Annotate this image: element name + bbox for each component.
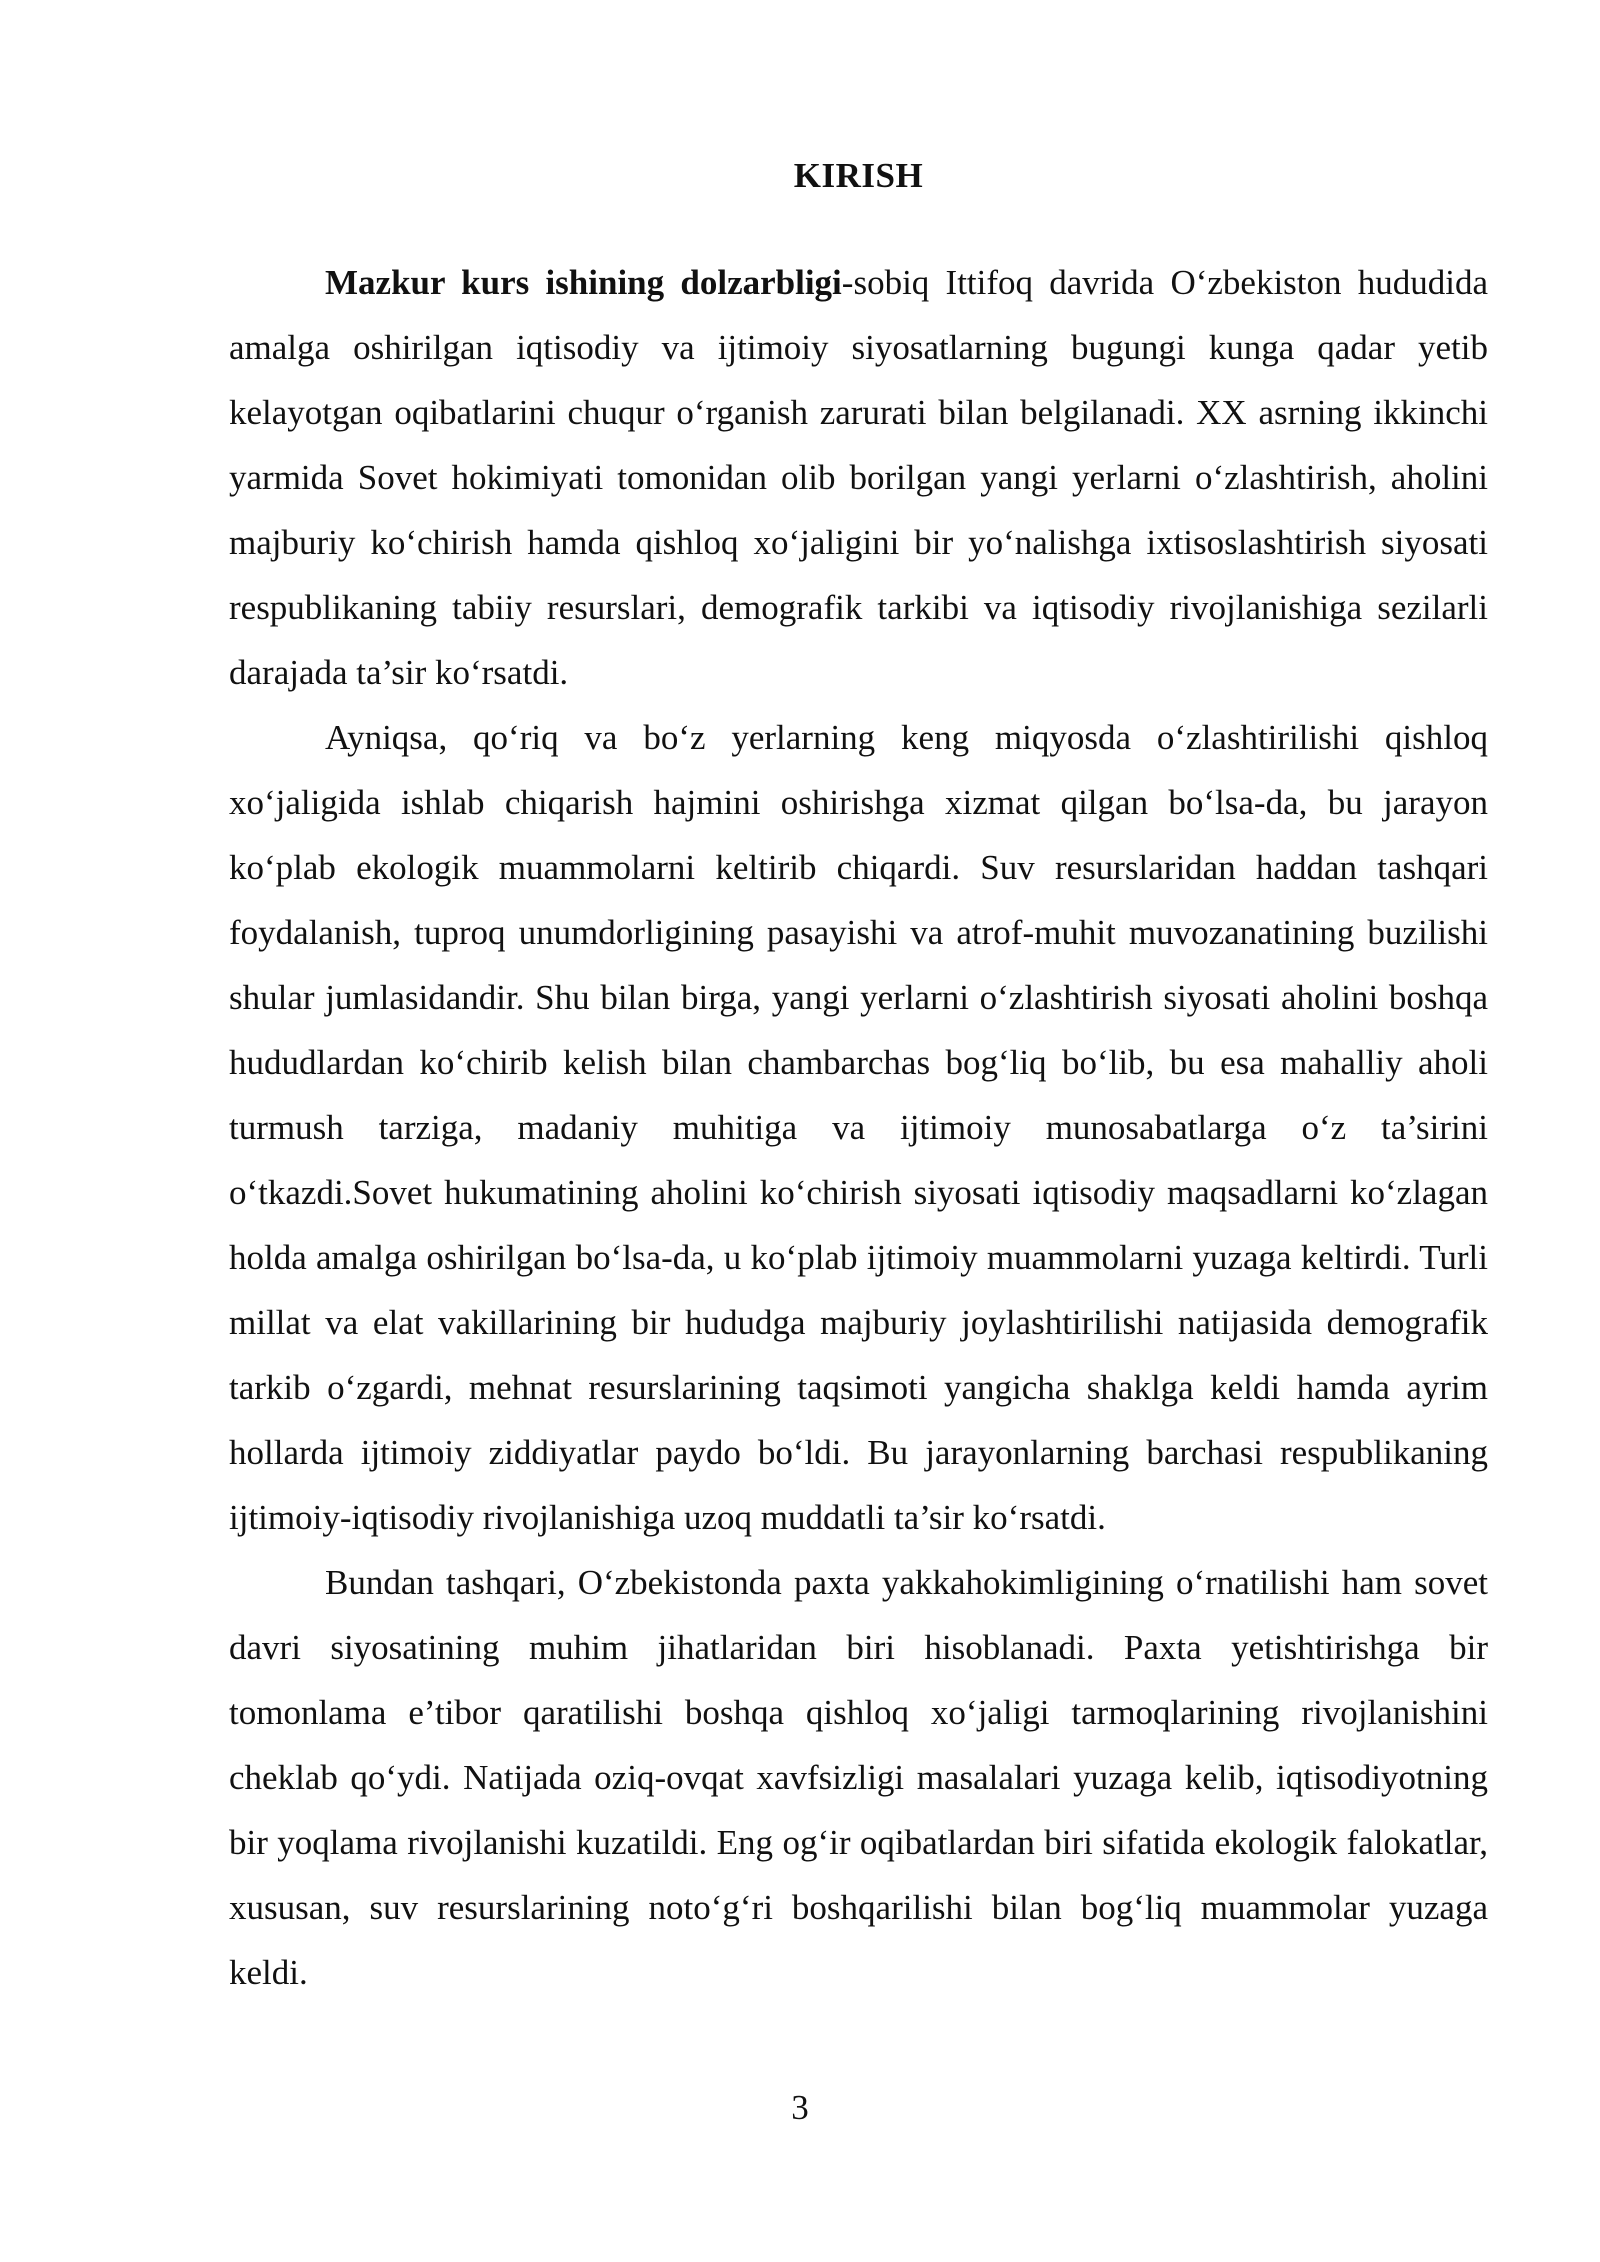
paragraph-lead: Mazkur kurs ishining dolzarbligi [325,263,842,302]
paragraph-3: Bundan tashqari, O‘zbekistonda paxta yakkahokimligining o‘rnatilishi ham sovet davri siyosatining muhim jihatlaridan biri hisoblanadi. Paxta yetishtirishga bir tomonlama e’tibor qaratilishi boshqa qishloq xo‘jaligi tarmoqlarining rivojlanishini cheklab qo‘ydi. Natijada oziq-ovqat xavfsizligi masalalari yuzaga kelib, iqtisodiyotning bir yoqlama rivojlanishi kuzatildi. Eng og‘ir oqibatlardan biri sifatida ekologik falokatlar, xususan, suv resurslarining noto‘g‘ri boshqarilishi bilan bog‘liq muammolar yuzaga keldi. [229,1563,1488,1992]
page-number: 3 [791,2088,809,2127]
paragraph-1 [229,250,1488,705]
paragraph-1-text: -sobiq Ittifoq davrida O‘zbekiston hududida amalga oshirilgan iqtisodiy va ijtimoiy siyosatlarning bugungi kunga qadar yetib kelayotgan oqibatlarini chuqur o‘rganish zarurati bilan belgilanadi. XX asrning ikkinchi yarmida Sovet hokimiyati tomonidan olib borilgan yangi yerlarni o‘zlashtirish, aholini majburiy ko‘chirish hamda qishloq xo‘jaligini bir yo‘nalishga ixtisoslashtirish siyosati respublikaning tabiiy resurslari, demografik tarkibi va iqtisodiy rivojlanishiga sezilarli darajada ta’sir ko‘rsatdi. [229,263,1489,692]
document-page [229,148,1488,2005]
paragraph-2: Ayniqsa, qo‘riq va bo‘z yerlarning keng miqyosda o‘zlashtirilishi qishloq xo‘jaligida ishlab chiqarish hajmini oshirishga xizmat qilgan bo‘lsa-da, bu jarayon ko‘plab ekologik muammolarni keltirib chiqardi. Suv resurslaridan haddan tashqari foydalanish, tuproq unumdorligining pasayishi va atrof-muhit muvozanatining buzilishi shular jumlasidandir. Shu bilan birga, yangi yerlarni o‘zlashtirish siyosati aholini boshqa hududlardan ko‘chirib kelish bilan chambarchas bog‘liq bo‘lib, bu esa mahalliy aholi turmush tarziga, madaniy muhitiga va ijtimoiy munosabatlarga o‘z ta’sirini o‘tkazdi.Sovet hukumatining aholini ko‘chirish siyosati iqtisodiy maqsadlarni ko‘zlagan holda amalga oshirilgan bo‘lsa-da, u ko‘plab ijtimoiy muammolarni yuzaga keltirdi. Turli millat va elat vakillarining bir hududga majburiy joylashtirilishi natijasida demografik tarkib o‘zgardi, mehnat resurslarining taqsimoti yangicha shaklga keldi hamda ayrim hollarda ijtimoiy ziddiyatlar paydo bo‘ldi. Bu jarayonlarning barchasi respublikaning ijtimoiy-iqtisodiy rivojlanishiga uzoq muddatli ta’sir ko‘rsatdi. [229,718,1488,1537]
page-title: KIRISH [793,156,924,195]
